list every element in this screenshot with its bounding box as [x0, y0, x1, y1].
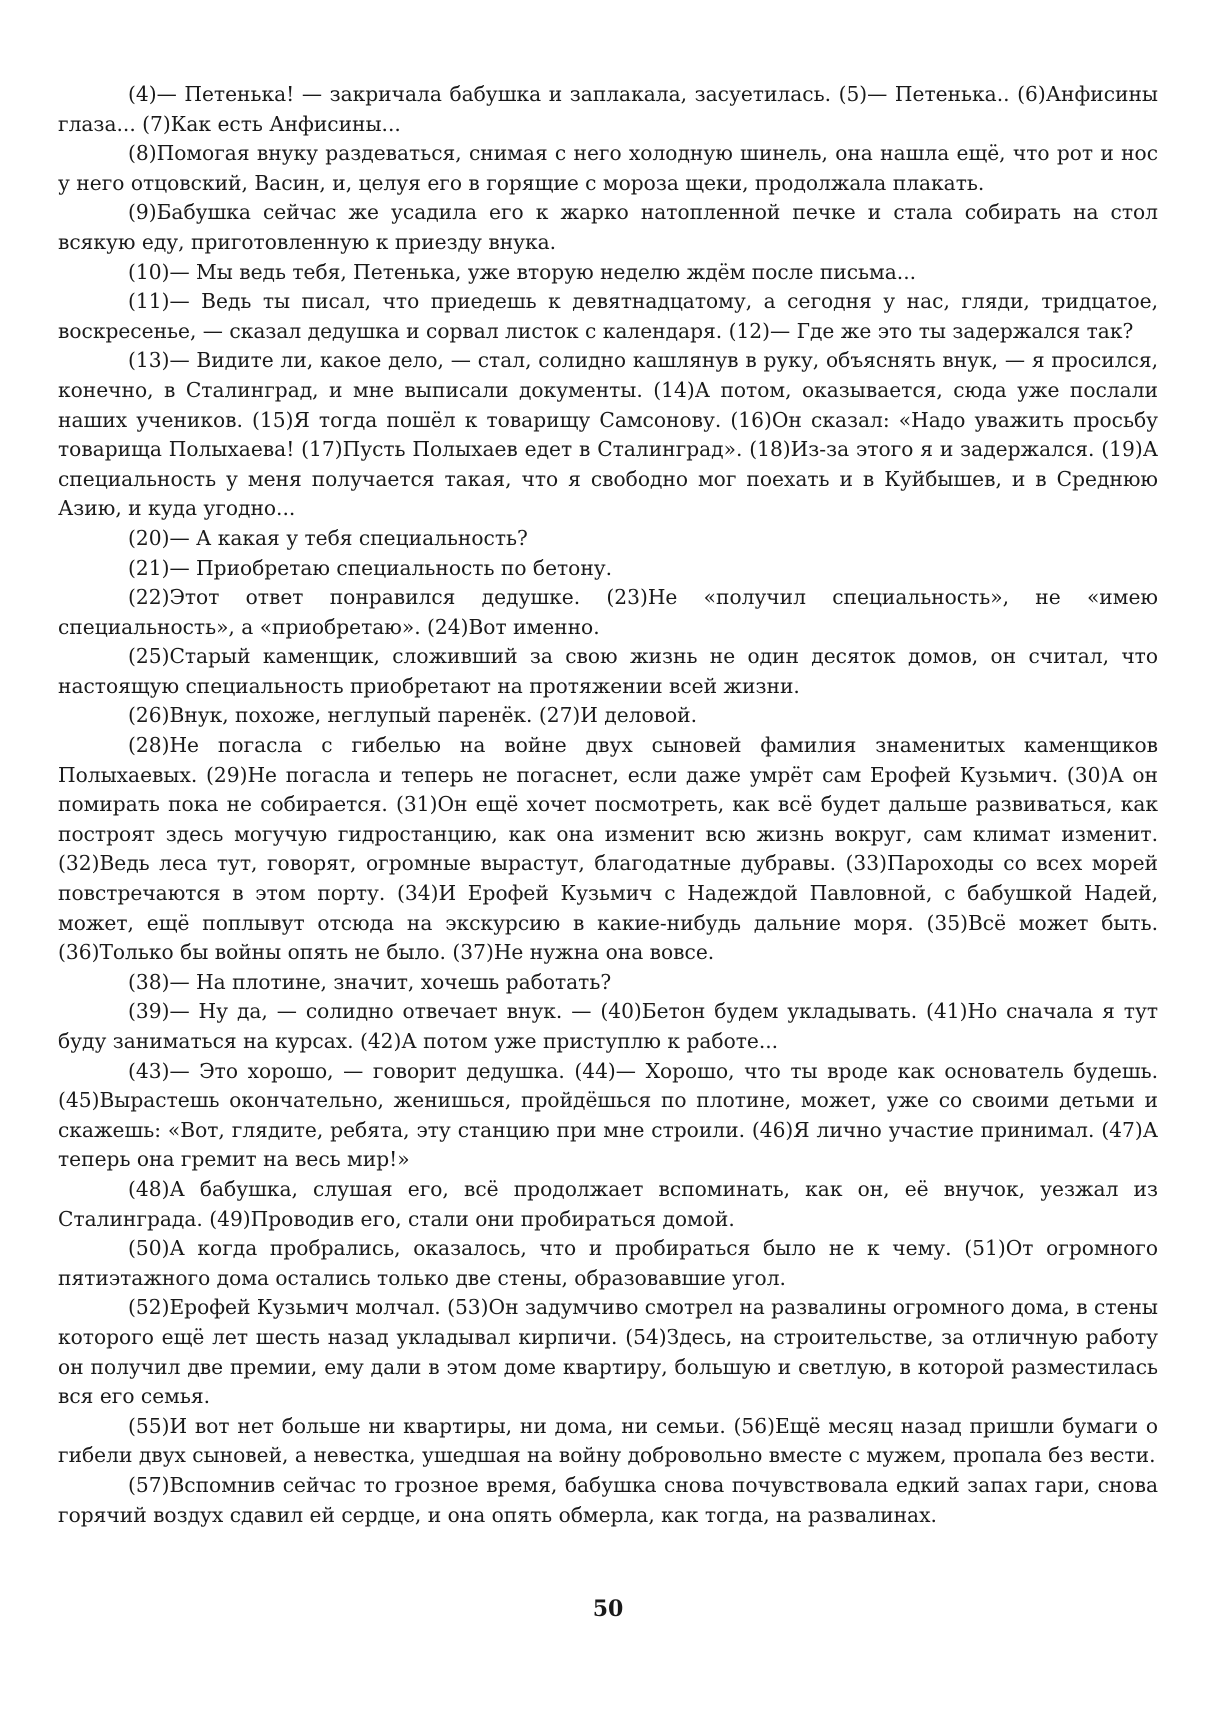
paragraph: (10)— Мы ведь тебя, Петенька, уже вторую неделю ждём после письма... — [128, 259, 917, 284]
paragraph: (43)— Это хорошо, — говорит дедушка. (44)— Хорошо, что ты вроде как основатель будешь. (45)Вырастешь окончательно, женишься, пройдёшься по плотине, может, уже со своими детьми и скажешь: «Вот, глядите, ребята, эту станцию при мне строили. (46)Я лично участие принимал. (47)А теперь она гремит на весь мир!» — [58, 1058, 1158, 1172]
paragraph: (48)А бабушка, слушая его, всё продолжает вспоминать, как он, её внучок, уезжал из Сталинграда. (49)Проводив его, стали они пробираться домой. — [58, 1176, 1158, 1231]
paragraph: (50)А когда пробрались, оказалось, что и пробираться было не к чему. (51)От огромного пятиэтажного дома остались только две стены, образовавшие угол. — [58, 1236, 1158, 1290]
paragraph: (20)— А какая у тебя специальность? — [128, 525, 528, 550]
paragraph: (25)Старый каменщик, сложивший за свою жизнь не один десяток домов, он считал, что настоящую специальность приобретают на протяжении всей жизни. — [58, 644, 1158, 698]
paragraph: (13)— Видите ли, какое дело, — стал, солидно кашлянув в руку, объяснять внук, — я просился, конечно, в Сталинград, и мне выписали документы. (14)А потом, оказывается, сюда уже послали наших учеников. (15)Я тогда пошёл к товарищу Самсонову. (16)Он сказал: «Надо уважить просьбу товарища Полыхаева! (17)Пусть Полыхаев едет в Сталинград». (18)Из-за этого я и задержался. (19)А специальность у меня получается такая, что я свободно мог поехать и в Куйбышев, и в Среднюю Азию, и куда угодно... — [58, 348, 1158, 521]
paragraph: (57)Вспомнив сейчас то грозное время, бабушка снова почувствовала едкий запах гари, снова горячий воздух сдавил ей сердце, и она опять обмерла, как тогда, на развалинах. — [58, 1472, 1158, 1527]
paragraph: (9)Бабушка сейчас же усадила его к жарко натопленной печке и стала собирать на стол всякую еду, приготовленную к приезду внука. — [58, 200, 1158, 254]
paragraph: (38)— На плотине, значит, хочешь работать? — [128, 969, 612, 994]
paragraph: (4)— Петенька! — закричала бабушка и заплакала, засуетилась. (5)— Петенька.. (6)Анфисины глаза... (7)Как есть Анфисины... — [58, 82, 1158, 136]
paragraph: (52)Ерофей Кузьмич молчал. (53)Он задумчиво смотрел на развалины огромного дома, в стены которого ещё лет шесть назад укладывал кирпичи. (54)Здесь, на строительстве, за отличную работу он получил две премии, ему дали в этом доме квартиру, большую и светлую, в которой разместилась вся его семья. — [58, 1295, 1158, 1409]
page-body — [58, 80, 1158, 1530]
paragraph: (11)— Ведь ты писал, что приедешь к девятнадцатому, а сегодня у нас, гляди, тридцатое, воскресенье, — сказал дедушка и сорвал листок с календаря. (12)— Где же это ты задержался так? — [58, 289, 1158, 343]
page-number: 50 — [592, 1596, 624, 1622]
paragraph: (39)— Ну да, — солидно отвечает внук. — (40)Бетон будем укладывать. (41)Но сначала я тут буду заниматься на курсах. (42)А потом уже приступлю к работе... — [58, 999, 1158, 1053]
paragraph: (26)Внук, похоже, неглупый паренёк. (27)И деловой. — [128, 703, 698, 728]
paragraph: (55)И вот нет больше ни квартиры, ни дома, ни семьи. (56)Ещё месяц назад пришли бумаги о гибели двух сыновей, а невестка, ушедшая на войну добровольно вместе с мужем, пропала без вести. — [58, 1413, 1158, 1468]
paragraph: (28)Не погасла с гибелью на войне двух сыновей фамилия знаменитых каменщиков Полыхаевых. (29)Не погасла и теперь не погаснет, если даже умрёт сам Ерофей Кузьмич. (30)А он помирать пока не собирается. (31)Он ещё хочет посмотреть, как всё будет дальше развиваться, как построят здесь могучую гидростанцию, как она изменит всю жизнь вокруг, сам климат изменит. (32)Ведь леса тут, говорят, огромные вырастут, благодатные дубравы. (33)Пароходы со всех морей повстречаются в этом порту. (34)И Ерофей Кузьмич с Надеждой Павловной, с бабушкой Надей, может, ещё поплывут отсюда на экскурсию в какие-нибудь дальние моря. (35)Всё может быть. (36)Только бы войны опять не было. (37)Не нужна она вовсе. — [58, 733, 1158, 965]
paragraph: (22)Этот ответ понравился дедушке. (23)Не «получил специальность», не «имею специальность», а «приобретаю». (24)Вот именно. — [58, 585, 1158, 639]
paragraph: (8)Помогая внуку раздеваться, снимая с него холодную шинель, она нашла ещё, что рот и нос у него отцовский, Васин, и, целуя его в горящие с мороза щеки, продолжала плакать. — [58, 141, 1158, 195]
paragraph: (21)— Приобретаю специальность по бетону. — [128, 555, 613, 580]
